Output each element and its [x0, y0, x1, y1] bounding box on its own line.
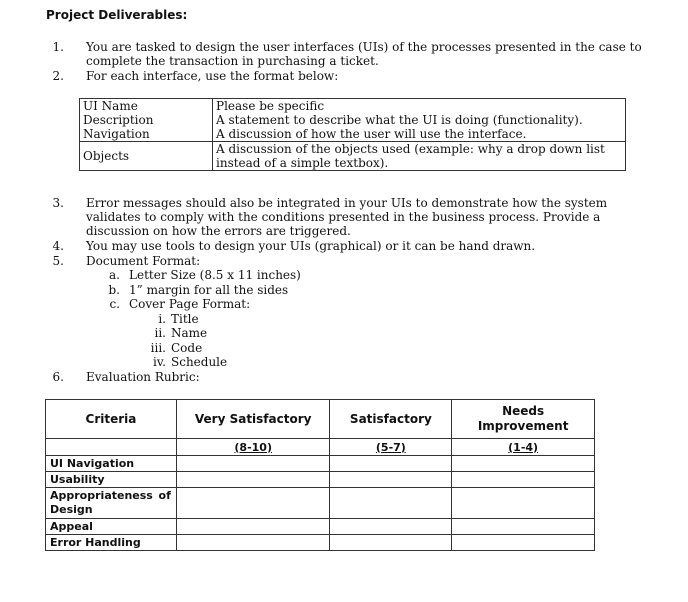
rubric-range-satisfactory: [330, 439, 452, 456]
roman-ii-text: Name: [171, 326, 208, 340]
item-number: 3.: [52, 196, 64, 210]
rubric-range-very-satisfactory: [176, 439, 330, 456]
item-2-text: For each interface, use the format below:: [86, 69, 339, 83]
item-1-text-line-1: You are tasked to design the user interfaces (UIs) of the processes presented in the case to: [86, 40, 642, 54]
rubric-row-label: UI Navigation: [46, 456, 177, 472]
rubric-row-label: Error Handling: [46, 535, 177, 551]
item-6-text: Evaluation Rubric:: [86, 370, 200, 384]
rubric-header-criteria: Criteria: [46, 400, 177, 439]
sub-item-c-text: Cover Page Format:: [129, 297, 251, 311]
rubric-cell: [452, 535, 595, 551]
rubric-row-label-line-1: Appropriateness of: [50, 489, 171, 502]
rubric-cell: [176, 472, 330, 488]
rubric-cell: [330, 535, 452, 551]
rubric-header-satisfactory: Satisfactory: [330, 400, 452, 439]
rubric-range-vs-text: (8-10): [234, 440, 272, 454]
rubric-cell: [452, 472, 595, 488]
roman-iii-text: Code: [171, 341, 203, 355]
rubric-table: [45, 399, 595, 551]
rubric-range-s-text: (5-7): [375, 440, 406, 454]
roman-numeral: i.: [158, 312, 166, 326]
rubric-range-needs-improvement: [452, 439, 595, 456]
sub-item-a-text: Letter Size (8.5 x 11 inches): [129, 268, 301, 282]
item-4-text: You may use tools to design your UIs (graphical) or it can be hand drawn.: [86, 239, 536, 253]
item-number: 1.: [52, 40, 64, 54]
format-text-navigation: A discussion of how the user will use the interface.: [213, 127, 626, 142]
format-label-ui-name: UI Name: [80, 99, 213, 114]
item-1-text-line-2: complete the transaction in purchasing a ticket.: [86, 54, 379, 68]
item-5-text: Document Format:: [86, 254, 201, 268]
rubric-cell: [46, 439, 177, 456]
rubric-cell: [452, 456, 595, 472]
rubric-cell: [452, 488, 595, 519]
format-label-objects: Objects: [80, 142, 213, 171]
rubric-cell: [176, 535, 330, 551]
rubric-header-needs-improvement-line-1: Needs: [502, 404, 545, 418]
rubric-row-label: [46, 488, 177, 519]
format-table: [79, 98, 626, 171]
rubric-header-very-satisfactory: Very Satisfactory: [176, 400, 330, 439]
format-label-description: Description: [80, 113, 213, 127]
format-text-objects: [213, 142, 626, 171]
item-3-text-line-2: validates to comply with the conditions presented in the business process. Provide a: [86, 210, 601, 224]
roman-numeral: ii.: [154, 326, 166, 340]
format-text-ui-name: Please be specific: [213, 99, 626, 114]
roman-numeral: iii.: [150, 341, 166, 355]
rubric-row-label-line-2: Design: [50, 503, 93, 516]
roman-i-text: Title: [171, 312, 199, 326]
rubric-cell: [176, 488, 330, 519]
item-number: 6.: [52, 370, 64, 384]
format-text-objects-line-1: A discussion of the objects used (example: why a drop down list: [216, 142, 605, 156]
item-number: 2.: [52, 69, 64, 83]
rubric-row-label: Appeal: [46, 519, 177, 535]
sub-item-b-text: 1” margin for all the sides: [129, 283, 289, 297]
roman-numeral: iv.: [152, 355, 166, 369]
rubric-header-needs-improvement: [452, 400, 595, 439]
sub-item-letter: c.: [109, 297, 120, 311]
rubric-cell: [176, 519, 330, 535]
sub-item-letter: b.: [108, 283, 120, 297]
rubric-cell: [176, 456, 330, 472]
format-text-description: A statement to describe what the UI is doing (functionality).: [213, 113, 626, 127]
rubric-header-needs-improvement-line-2: Improvement: [477, 419, 569, 433]
rubric-row-label: Usability: [46, 472, 177, 488]
item-number: 5.: [52, 254, 64, 268]
format-label-navigation: Navigation: [80, 127, 213, 142]
item-3-text-line-1: Error messages should also be integrated in your UIs to demonstrate how the system: [86, 196, 608, 210]
rubric-cell: [330, 472, 452, 488]
rubric-cell: [330, 488, 452, 519]
page-title: Project Deliverables:: [46, 8, 188, 22]
rubric-cell: [452, 519, 595, 535]
item-number: 4.: [52, 239, 64, 253]
roman-iv-text: Schedule: [171, 355, 228, 369]
rubric-cell: [330, 519, 452, 535]
rubric-cell: [330, 456, 452, 472]
sub-item-letter: a.: [109, 268, 120, 282]
item-3-text-line-3: discussion on how the errors are triggered.: [86, 224, 351, 238]
format-text-objects-line-2: instead of a simple textbox).: [216, 156, 389, 170]
rubric-range-ni-text: (1-4): [508, 440, 539, 454]
